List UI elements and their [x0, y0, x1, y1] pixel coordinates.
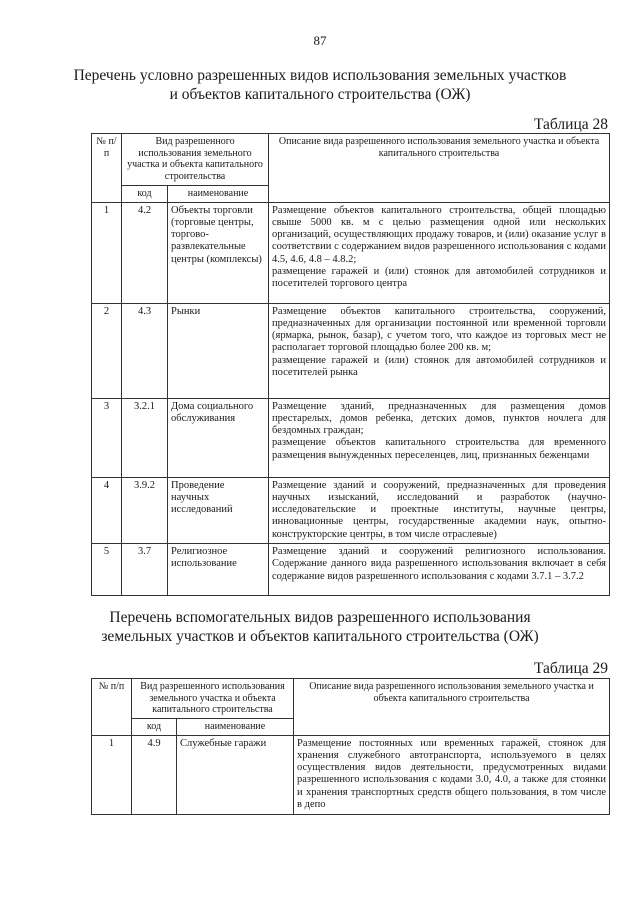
row-name-text: Дома социального обслуживания — [171, 400, 254, 424]
header-name: наименование — [168, 186, 269, 203]
table-28 — [91, 133, 610, 596]
table-row — [92, 544, 610, 596]
header-num: № п/п — [92, 679, 132, 736]
header-desc: Описание вида разрешенного использования земельного участка и объекта капитального строительства — [269, 134, 610, 203]
row-name — [168, 477, 269, 543]
row-name-text: Объекты торговли (торговые центры, торгово-развлекательные центры (комплексы) — [171, 204, 262, 265]
row-num: 1 — [92, 735, 132, 814]
row-description — [269, 303, 610, 398]
header-code: код — [132, 719, 177, 736]
section1-title-line1: Перечень условно разрешенных видов использования земельных участков — [73, 67, 567, 84]
row-description — [269, 544, 610, 596]
desc-paragraph: размещение объектов капитального строительства для временного размещения вынужденных переселенцев, лиц, признанных беженцами — [272, 437, 607, 461]
row-num: 4 — [92, 477, 122, 543]
row-code: 3.2.1 — [122, 398, 168, 477]
table-row — [92, 398, 610, 477]
section2-title-line2: земельных участков и объектов капитального строительства (ОЖ) — [101, 628, 539, 645]
desc-paragraph: Размещение постоянных или временных гаражей, стоянок для хранения служебного автотранспорта, используемого в целях осуществления видов деятельности, предусмотренных видами разрешенного использования с кодами 3.0, 4.0, а также для стоянки и хранения транспортных средств общего пользования, в том числе в депо — [297, 737, 607, 811]
desc-paragraph: Размещение объектов капитального строительства, общей площадью свыше 5000 кв. м с целью размещения одной или нескольких организаций, осуществляющих продажу товаров, и (или) оказание услуг в соответствии с содержанием видов разрешенного использования с кодами 4.5, 4.6, 4.8 – 4.8.2; — [272, 204, 607, 265]
table28-label: Таблица 28 — [533, 116, 608, 133]
table-row — [92, 477, 610, 543]
table-29 — [91, 678, 610, 815]
page-number: 87 — [313, 33, 327, 48]
header-name: наименование — [177, 719, 294, 736]
row-description — [269, 398, 610, 477]
row-name — [168, 398, 269, 477]
row-code: 4.2 — [122, 202, 168, 303]
row-num: 3 — [92, 398, 122, 477]
row-description — [269, 202, 610, 303]
row-code: 3.7 — [122, 544, 168, 596]
row-name — [177, 735, 294, 814]
row-name-text: Религиозное использование — [171, 546, 237, 570]
row-num: 5 — [92, 544, 122, 596]
row-code: 3.9.2 — [122, 477, 168, 543]
header-desc: Описание вида разрешенного использования земельного участка и объекта капитального строительства — [294, 679, 610, 736]
table-row — [92, 303, 610, 398]
table-row — [92, 735, 610, 814]
desc-paragraph: размещение гаражей и (или) стоянок для автомобилей сотрудников и посетителей торгового центра — [272, 266, 607, 290]
row-name — [168, 202, 269, 303]
row-description — [294, 735, 610, 814]
desc-paragraph: Размещение зданий и сооружений религиозного использования. Содержание данного вида разрешенного использования включает в себя содержание видов разрешенного использования с кодами 3.7.1 – 3.7.2 — [272, 546, 607, 582]
row-name-text: Проведение научных исследований — [171, 479, 233, 516]
row-code: 4.9 — [132, 735, 177, 814]
row-code: 4.3 — [122, 303, 168, 398]
header-code: код — [122, 186, 168, 203]
row-name-text: Служебные гаражи — [180, 737, 267, 749]
header-kind: Вид разрешенного использования земельного участка и объекта капитального строительства — [122, 134, 269, 186]
header-num: № п/п — [92, 134, 122, 203]
row-name — [168, 303, 269, 398]
row-name — [168, 544, 269, 596]
section2-heading — [40, 608, 600, 646]
desc-paragraph: Размещение объектов капитального строительства, сооружений, предназначенных для организации постоянной или временной торговли (ярмарка, рынок, базар), с учетом того, что каждое из торговых мест не располагает торговой площадью более 200 кв. м; — [272, 305, 607, 354]
row-num: 1 — [92, 202, 122, 303]
row-num: 2 — [92, 303, 122, 398]
row-name-text: Рынки — [171, 305, 201, 317]
section2-title-line1: Перечень вспомогательных видов разрешенного использования — [109, 609, 531, 626]
section1-title-line2: и объектов капитального строительства (ОЖ) — [169, 86, 471, 103]
row-description — [269, 477, 610, 543]
desc-paragraph: Размещение зданий, предназначенных для размещения домов престарелых, домов ребенка, детских домов, пунктов ночлега для бездомных граждан; — [272, 400, 607, 437]
header-kind: Вид разрешенного использования земельного участка и объекта капитального строительства — [132, 679, 294, 719]
section1-heading — [40, 66, 600, 104]
desc-paragraph: размещение гаражей и (или) стоянок для автомобилей сотрудников и посетителей рынка — [272, 354, 607, 379]
table29-label: Таблица 29 — [533, 660, 608, 677]
desc-paragraph: Размещение зданий и сооружений, предназначенных для проведения научных изысканий, исследований и разработок (научно-исследовательские и проектные институты, научные центры, инновационные центры, государственные академии наук, опытно-конструкторские центры, в том числе отраслевые) — [272, 479, 607, 540]
table-row — [92, 202, 610, 303]
